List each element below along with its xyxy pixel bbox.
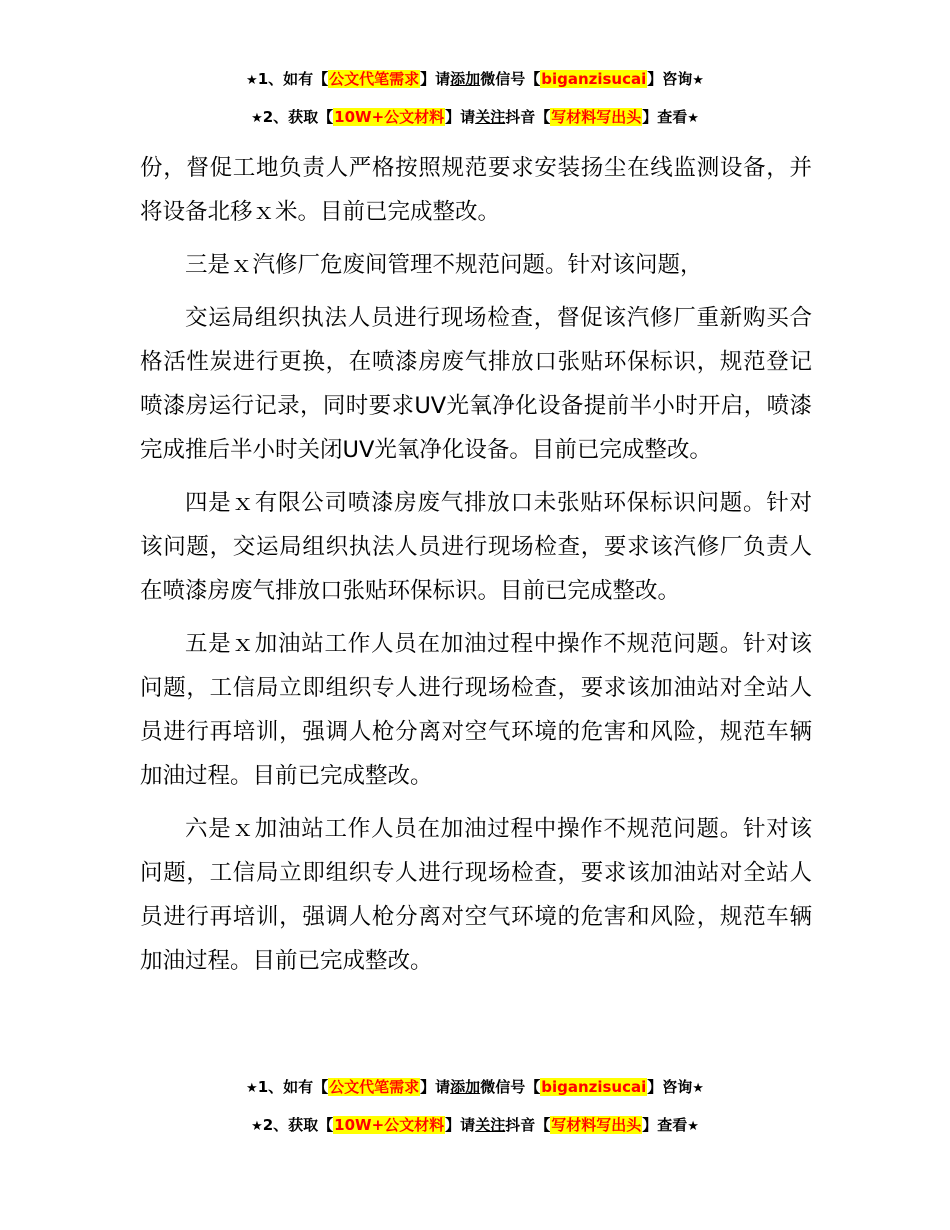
star-icon: ★ [251,111,263,126]
promo-underline: 关注 [475,108,506,126]
paragraph-item-4: 四是ｘ有限公司喷漆房废气排放口未张贴环保标识问题。针对该问题，交运局组织执法人员进行现场检查，要求该汽修厂负责人在喷漆房废气排放口张贴环保标识。目前已完成整改。 [140,490,812,604]
promo-text: 】请 [420,1078,451,1096]
footer-promo-line-2 [0,1114,950,1138]
star-icon: ★ [692,73,704,88]
promo-text: 】请 [445,1116,476,1134]
paragraph-item-3-heading: 三是ｘ汽修厂危废间管理不规范问题。针对该问题， [185,252,703,278]
wechat-id-highlight: biganzisucai [541,70,647,88]
promo-text: 2、获取【 [262,108,334,126]
promo-underline: 添加 [450,70,481,88]
promo-underline: 添加 [450,1078,481,1096]
promo-text: 1、如有【 [257,1078,329,1096]
star-icon: ★ [246,73,258,88]
douyin-id-highlight: 写材料写出头 [551,108,642,126]
promo-text: 】请 [445,108,476,126]
promo-text: 】咨询 [647,70,693,88]
promo-text: 】咨询 [647,1078,693,1096]
star-icon: ★ [687,1119,699,1134]
promo-text: 微信号【 [480,1078,541,1096]
promo-text: 1、如有【 [257,70,329,88]
star-icon: ★ [687,111,699,126]
promo-highlight: 10W+公文材料 [334,1116,445,1134]
document-body [140,146,812,992]
promo-text: 微信号【 [480,70,541,88]
footer-promo-line-1 [0,1076,950,1100]
promo-underline: 关注 [475,1116,506,1134]
wechat-id-highlight: biganzisucai [541,1078,647,1096]
star-icon: ★ [251,1119,263,1134]
star-icon: ★ [692,1081,704,1096]
promo-text: 】查看 [642,108,688,126]
header-promo-line-1 [0,68,950,92]
promo-text: 】请 [420,70,451,88]
promo-text: 抖音【 [505,1116,551,1134]
paragraph-item-3-detail: 交运局组织执法人员进行现场检查，督促该汽修厂重新购买合格活性炭进行更换，在喷漆房废气排放口张贴环保标识，规范登记喷漆房运行记录，同时要求UV光氧净化设备提前半小时开启，喷漆完成推后半小时关闭UV光氧净化设备。目前已完成整改。 [140,305,812,463]
douyin-id-highlight: 写材料写出头 [551,1116,642,1134]
promo-highlight: 公文代笔需求 [329,1078,420,1096]
promo-highlight: 公文代笔需求 [329,70,420,88]
star-icon: ★ [246,1081,258,1096]
paragraph-item-5: 五是ｘ加油站工作人员在加油过程中操作不规范问题。针对该问题，工信局立即组织专人进行现场检查，要求该加油站对全站人员进行再培训，强调人枪分离对空气环境的危害和风险，规范车辆加油过程。目前已完成整改。 [140,631,812,789]
promo-highlight: 10W+公文材料 [334,108,445,126]
promo-text: 】查看 [642,1116,688,1134]
promo-text: 2、获取【 [262,1116,334,1134]
header-promo-line-2 [0,106,950,130]
paragraph-continuation: 份，督促工地负责人严格按照规范要求安装扬尘在线监测设备，并将设备北移ｘ米。目前已完成整改。 [140,155,812,225]
paragraph-item-6: 六是ｘ加油站工作人员在加油过程中操作不规范问题。针对该问题，工信局立即组织专人进行现场检查，要求该加油站对全站人员进行再培训，强调人枪分离对空气环境的危害和风险，规范车辆加油过程。目前已完成整改。 [140,816,812,974]
promo-text: 抖音【 [505,108,551,126]
